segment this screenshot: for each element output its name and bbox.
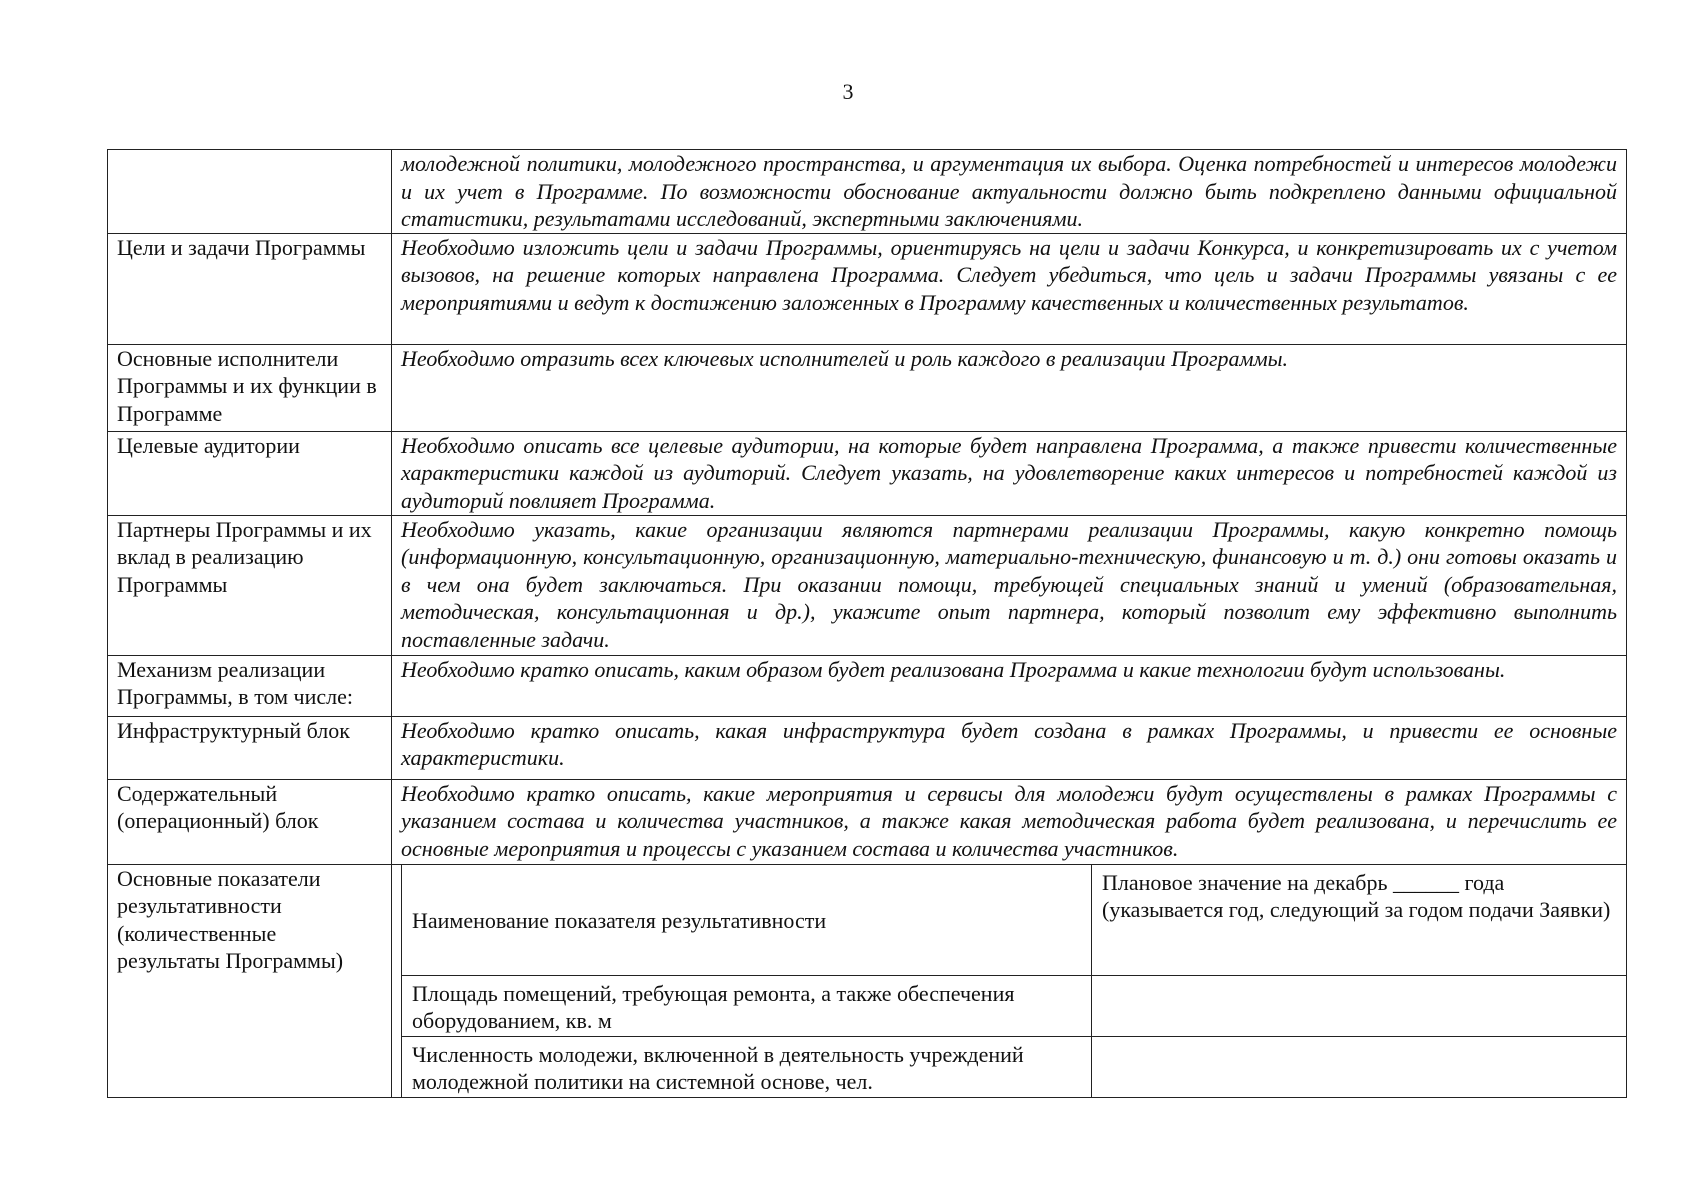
row-label: Основные исполнители Программы и их функции в Программе [108,344,392,431]
row-description: молодежной политики, молодежного пространства, и аргументация их выбора. Оценка потребностей и интересов молодежи и их учет в Программе. По возможности обоснование актуальности должно быть подкреплено данными официальной статистики, результатами исследований, экспертными заключениями. [392,150,1627,234]
row-label: Основные показатели результативности (количественные результаты Программы) [108,864,392,1097]
indicators-cell [392,864,1627,1097]
row-label: Механизм реализации Программы, в том числе: [108,655,392,716]
row-label: Цели и задачи Программы [108,233,392,344]
table-row [108,864,1627,1097]
row-label [108,150,392,234]
indicator-name: Площадь помещений, требующая ремонта, а также обеспечения оборудованием, кв. м [402,975,1092,1036]
table-row [108,150,1627,234]
row-description: Необходимо описать все целевые аудитории, на которые будет направлена Программа, а также привести количественные характеристики каждой из аудиторий. Следует указать, на удовлетворение каких интересов и потребностей каждой из аудиторий повлияет Программа. [392,431,1627,515]
row-description: Необходимо кратко описать, какие мероприятия и сервисы для молодежи будут осуществлены в рамках Программы с указанием состава и количества участников, а также какая методическая работа будет реализована, и перечислить ее основные мероприятия и процессы с указанием состава и количества участников. [392,779,1627,864]
table-row [402,1036,1627,1097]
row-label: Целевые аудитории [108,431,392,515]
table-row [108,655,1627,716]
row-label: Партнеры Программы и их вклад в реализацию Программы [108,515,392,655]
indicator-name: Численность молодежи, включенной в деятельность учреждений молодежной политики на системной основе, чел. [402,1036,1092,1097]
row-description: Необходимо отразить всех ключевых исполнителей и роль каждого в реализации Программы. [392,344,1627,431]
row-label: Содержательный (операционный) блок [108,779,392,864]
page-number: 3 [842,79,854,104]
table-row [108,515,1627,655]
indicator-name-header: Наименование показателя результативности [402,865,1092,976]
indicator-value [1092,975,1627,1036]
table-row [402,975,1627,1036]
table-row [108,344,1627,431]
indicators-table [401,865,1626,1097]
table-row [108,431,1627,515]
row-label: Инфраструктурный блок [108,716,392,779]
indicator-value [1092,1036,1627,1097]
row-description: Необходимо изложить цели и задачи Программы, ориентируясь на цели и задачи Конкурса, и конкретизировать их с учетом вызовов, на решение которых направлена Программа. Следует убедиться, что цель и задачи Программы увязаны с ее мероприятиями и ведут к достижению заложенных в Программу качественных и количественных результатов. [392,233,1627,344]
program-description-table [107,149,1627,1098]
table-row [108,779,1627,864]
row-description: Необходимо указать, какие организации являются партнерами реализации Программы, какую конкретно помощь (информационную, консультационную, организационную, материально-техническую, финансовую и т. д.) они готовы оказать и в чем она будет заключаться. При оказании помощи, требующей специальных знаний и умений (образовательная, методическая, консультационная и др.), укажите опыт партнера, который позволит ему эффективно выполнить поставленные задачи. [392,515,1627,655]
row-description: Необходимо кратко описать, какая инфраструктура будет создана в рамках Программы, и привести ее основные характеристики. [392,716,1627,779]
indicators-header-row [402,865,1627,976]
row-description: Необходимо кратко описать, каким образом будет реализована Программа и какие технологии будут использованы. [392,655,1627,716]
table-row [108,233,1627,344]
table-row [108,716,1627,779]
indicator-value-header: Плановое значение на декабрь ______ года (указывается год, следующий за годом подачи Заявки) [1092,865,1627,976]
